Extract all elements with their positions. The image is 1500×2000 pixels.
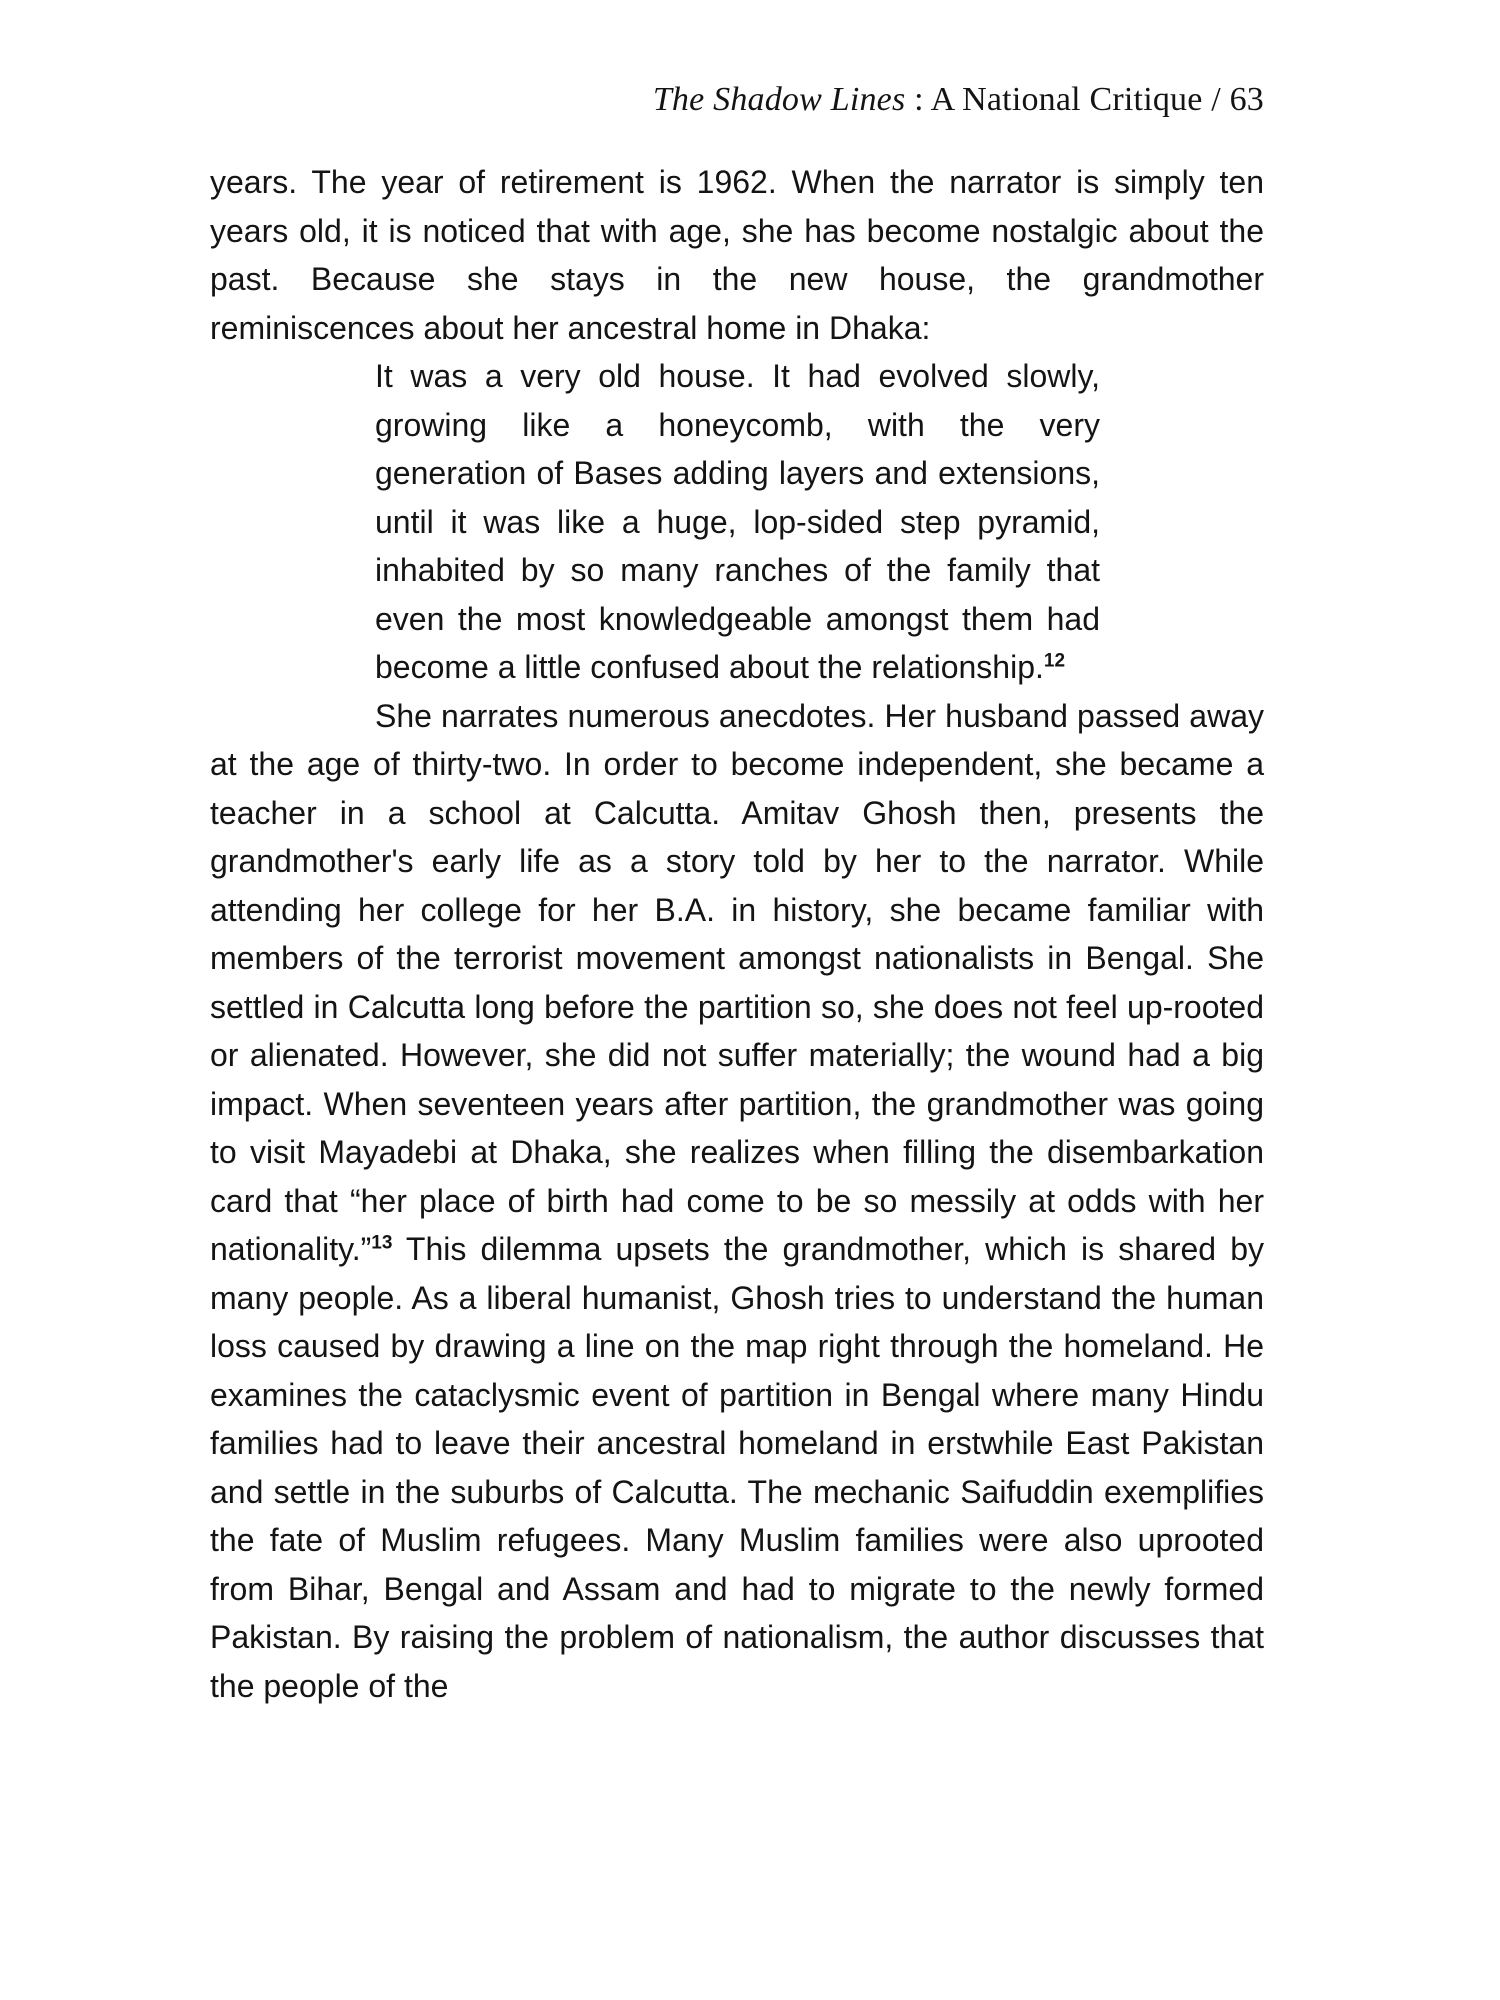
body-text (210, 158, 1264, 1710)
running-header (653, 80, 1264, 120)
footnote-ref-13: 13 (371, 1232, 393, 1254)
page-separator: / (1202, 81, 1230, 118)
paragraph-main-part1: She narrates numerous anecdotes. Her husband passed away at the age of thirty-two. In order to become independent, she became a teacher in a school at Calcutta. Amitav Ghosh then, presents the grandmother's early life as a story told by her to the narrator. While attending her college for her B.A. in history, she became familiar with members of the terrorist movement amongst nationalists in Bengal. She settled in Calcutta long before the partition so, she does not feel up-rooted or alienated. However, she did not suffer materially; the wound had a big impact. When seventeen years after partition, the grandmother was going to visit Mayadebi at Dhaka, she realizes when filling the disembarkation card that “her place of birth had come to be so messily at odds with her nationality.” (210, 697, 1264, 1267)
header-separator: : (905, 81, 931, 118)
book-title: The Shadow Lines (652, 81, 906, 118)
page-number: 63 (1229, 81, 1264, 118)
block-quote (375, 352, 1100, 692)
chapter-title: A National Critique (930, 81, 1203, 118)
paragraph-intro: years. The year of retirement is 1962. When the narrator is simply ten years old, it is noticed that with age, she has become nostalgic about the past. Because she stays in the new house, the grandmother reminiscences about her ancestral home in Dhaka: (210, 164, 1264, 346)
paragraph-main (210, 692, 1264, 1711)
quote-text: It was a very old house. It had evolved slowly, growing like a honeycomb, with the very generation of Bases adding layers and extensions, until it was like a huge, lop-sided step pyramid, inhabited by so many ranches of the family that even the most knowledgeable amongst them had become a little confused about the relationship. (375, 358, 1100, 685)
footnote-ref-12: 12 (1043, 650, 1066, 672)
paragraph-main-part2: This dilemma upsets the grandmother, which is shared by many people. As a liberal humanist, Ghosh tries to understand the human loss caused by drawing a line on the map right through the homeland. He examines the cataclysmic event of partition in Bengal where many Hindu families had to leave their ancestral homeland in erstwhile East Pakistan and settle in the suburbs of Calcutta. The mechanic Saifuddin exemplifies the fate of Muslim refugees. Many Muslim families were also uprooted from Bihar, Bengal and Assam and had to migrate to the newly formed Pakistan. By raising the problem of nationalism, the author discusses that the people of the (210, 1231, 1264, 1704)
